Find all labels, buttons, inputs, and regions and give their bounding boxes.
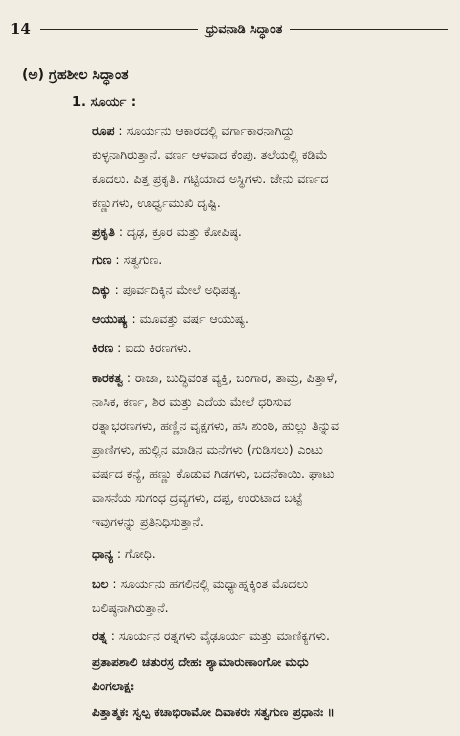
ratna-label: ರತ್ನ <box>92 628 107 643</box>
dikku-label: ದಿಕ್ಕು <box>92 282 111 297</box>
section-title: (ಅ) ಗ್ರಹಶೀಲ ಸಿದ್ಧಾಂತ <box>22 67 129 83</box>
roopa-label: ರೂಪ <box>92 123 115 138</box>
karakatva-line-3: ರತ್ನಾಭರಣಗಳು, ಹಣ್ಣಿನ ವೃಕ್ಷಗಳು, ಹಸಿ ಶುಂಠಿ, ಹುಲ್ಲು ತಿನ್ನುವ <box>92 418 339 433</box>
dhanya-line: ಧಾನ್ಯ : ಗೋಧಿ. <box>92 546 156 561</box>
karakatva-line-4: ಪ್ರಾಣಿಗಳು, ಹುಲ್ಲಿನ ಮಾಡಿನ ಮನೆಗಳು (ಗುಡಿಸಲು) ಎಂಟು <box>92 442 323 457</box>
roopa-line-4: ಕಣ್ಣುಗಳು, ಊರ್ಧ್ವಮುಖಿ ದೃಷ್ಟಿ. <box>92 195 221 210</box>
shloka-line-1: ಪ್ರತಾಪಶಾಲಿ ಚತುರಸ್ರ ದೇಹಃ ಶ್ಯಾಮಾರುಣಾಂಗೋ ಮಧು <box>92 655 309 669</box>
karakatva-line-5: ವರ್ಷದ ಕನ್ಯೆ, ಹಣ್ಣು ಕೊಡುವ ಗಿಡಗಳು, ಬದನೆಕಾಯಿ. ಘಾಟು <box>92 466 335 481</box>
prakruti-label: ಪ್ರಕೃತಿ <box>92 224 115 239</box>
running-title: ಧ್ರುವನಾಡಿ ಸಿದ್ಧಾಂತ <box>205 21 283 36</box>
ayushya-label: ಆಯುಷ್ಯ <box>92 311 128 326</box>
page-number: 14 <box>10 20 31 38</box>
ratna-line: ರತ್ನ : ಸೂರ್ಯನ ರತ್ನಗಳು ವೈಢೂರ್ಯ ಮತ್ತು ಮಾಣಿಕ್ಯಗಳು. <box>92 628 330 643</box>
header-rule-left <box>40 29 198 30</box>
kirana-line: ಕಿರಣ : ಐದು ಕಿರಣಗಳು. <box>92 340 192 355</box>
roopa-line-2: ಕುಳ್ಳನಾಗಿರುತ್ತಾನೆ. ವರ್ಣ ಆಳವಾದ ಕೆಂಪು. ತಲೆಯಲ್ಲಿ ಕಡಿಮೆ <box>92 147 328 162</box>
shloka-line-3: ಪಿತ್ತಾತ್ಮಕಃ ಸ್ವಲ್ಪ ಕಚಾಭಿರಾಮೋ ದಿವಾಕರಃ ಸತ್ವಗುಣ ಪ್ರಧಾನಃ ॥ <box>92 705 335 719</box>
karakatva-line-1: ಕಾರಕತ್ವ : ರಾಜಾ, ಬುದ್ಧಿವಂತ ವ್ಯಕ್ತಿ, ಬಂಗಾರ, ತಾಮ್ರ, ಪಿತ್ತಾಳೆ, <box>92 370 338 385</box>
page-header <box>10 16 448 42</box>
dikku-line: ದಿಕ್ಕು : ಪೂರ್ವದಿಕ್ಕಿನ ಮೇಲೆ ಅಧಿಪತ್ಯ. <box>92 282 241 297</box>
guna-line: ಗುಣ : ಸತ್ವಗುಣ. <box>92 252 163 267</box>
roopa-line-3: ಕೂದಲು. ಪಿತ್ತ ಪ್ರಕೃತಿ. ಗಟ್ಟಿಯಾದ ಅಸ್ಥಿಗಳು. ಜೇನು ವರ್ಣದ <box>92 171 329 186</box>
header-rule-right <box>290 29 448 30</box>
guna-label: ಗುಣ <box>92 252 112 267</box>
karakatva-label: ಕಾರಕತ್ವ <box>92 370 123 385</box>
shloka-line-2: ಪಿಂಗಲಾಕ್ಷಃ <box>92 679 134 693</box>
bala-line-1: ಬಲ : ಸೂರ್ಯನು ಹಗಲಿನಲ್ಲಿ ಮಧ್ಯಾಹ್ನಕ್ಕಿಂತ ಮೊದಲು <box>92 576 309 591</box>
roopa-line-1: ರೂಪ : ಸೂರ್ಯನು ಆಕಾರದಲ್ಲಿ ವರ್ಗಾಕಾರನಾಗಿದ್ದು <box>92 123 295 138</box>
prakruti-line: ಪ್ರಕೃತಿ : ದೃಢ, ಕ್ರೂರ ಮತ್ತು ಕೋಪಿಷ್ಠ. <box>92 224 242 239</box>
bala-label: ಬಲ <box>92 576 109 591</box>
dhanya-label: ಧಾನ್ಯ <box>92 546 113 561</box>
karakatva-line-7: ಇವುಗಳನ್ನು ಪ್ರತಿನಿಧಿಸುತ್ತಾನೆ. <box>92 514 204 529</box>
karakatva-line-2: ನಾಸಿಕ, ಕರ್ಣ, ಶಿರ ಮತ್ತು ಎದೆಯ ಮೇಲೆ ಧರಿಸುವ <box>92 394 292 409</box>
subsection-title: 1. ಸೂರ್ಯ : <box>72 95 137 110</box>
kirana-label: ಕಿರಣ <box>92 340 114 355</box>
bala-line-2: ಬಲಿಷ್ಠನಾಗಿರುತ್ತಾನೆ. <box>92 600 169 615</box>
ayushya-line: ಆಯುಷ್ಯ : ಮೂವತ್ತು ವರ್ಷ ಆಯುಷ್ಯ. <box>92 311 249 326</box>
karakatva-line-6: ವಾಸನೆಯ ಸುಗಂಧ ದ್ರವ್ಯಗಳು, ದಪ್ಪ, ಉರುಟಾದ ಬಟ್ಟೆ <box>92 490 303 505</box>
